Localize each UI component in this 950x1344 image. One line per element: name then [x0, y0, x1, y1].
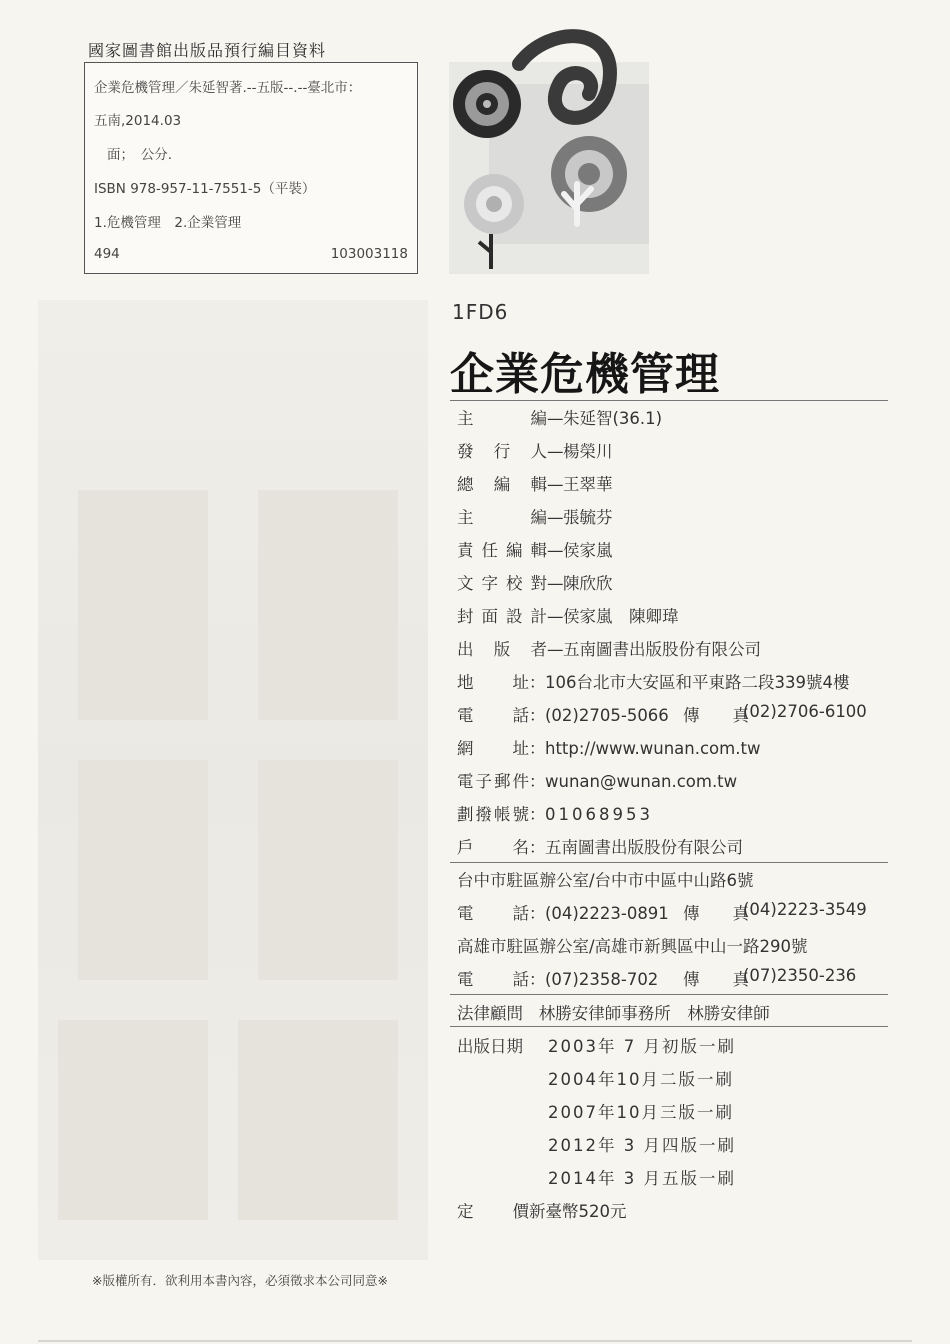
cip-record-number: 103003118	[330, 246, 408, 262]
edition-label: 出版日期	[457, 1037, 523, 1056]
credit-label: 總編輯	[457, 475, 547, 494]
book-title: 企業危機管理	[450, 349, 720, 400]
website-row: 網址：http://www.wunan.com.tw	[457, 735, 760, 759]
email-link[interactable]: wunan@wunan.com.tw	[545, 772, 738, 791]
credit-label: 文字校對	[457, 574, 547, 593]
edition-item: 2007年10月三版一刷	[548, 1103, 734, 1122]
fax-value: (02)2706-6100	[743, 702, 867, 721]
cip-line-publisher: 五南,2014.03	[94, 113, 182, 129]
taichung-office: 台中市駐區辦公室/台中市中區中山路6號	[457, 871, 754, 890]
credit-label: 出版者	[457, 640, 547, 659]
credit-managing-editor: 責任編輯—侯家嵐	[457, 537, 613, 561]
cip-line-isbn: ISBN 978-957-11-7551-5（平裝）	[94, 181, 316, 197]
copyright-notice: ※版權所有．欲利用本書內容，必須徵求本公司同意※	[92, 1273, 388, 1288]
credit-label: 責任編輯	[457, 541, 547, 560]
legal-row	[457, 1000, 770, 1024]
credit-value: 張毓芬	[563, 508, 613, 527]
bleed-through-background	[38, 300, 428, 1260]
divider	[450, 862, 888, 863]
address-row: 地址：106台北市大安區和平東路二段339號4樓	[457, 669, 850, 693]
legal-value: 林勝安律師事務所 林勝安律師	[538, 1004, 770, 1023]
phone-label: 電話	[457, 970, 529, 989]
credit-value: 侯家嵐	[563, 541, 613, 560]
credit-publisher: 出版者—五南圖書出版股份有限公司	[457, 636, 761, 660]
credit-cover-design: 封面設計—侯家嵐 陳卿瑋	[457, 603, 679, 627]
phone-value: (04)2223-0891	[545, 904, 669, 923]
phone-label: 電話	[457, 706, 529, 725]
fax-label: 傳 真	[683, 970, 749, 989]
cip-line-pages: 面； 公分.	[107, 147, 173, 163]
phone-row: 電話：(02)2705-5066 傳 真 (02)2706-6100	[457, 702, 867, 725]
email-label: 電子郵件	[457, 772, 529, 791]
credit-publisher-person: 發行人—楊榮川	[457, 438, 613, 462]
price-value: 新臺幣520元	[529, 1202, 627, 1221]
divider	[450, 400, 888, 401]
credit-editor: 主編—張毓芬	[457, 504, 613, 528]
page-edge	[38, 1340, 912, 1342]
credit-value: 侯家嵐 陳卿瑋	[563, 607, 679, 626]
website-label: 網址	[457, 739, 529, 758]
credit-label: 發行人	[457, 442, 547, 461]
edition-item: 2014年 3 月五版一刷	[548, 1169, 736, 1188]
cip-line-subjects: 1.危機管理 2.企業管理	[94, 215, 242, 231]
address-value: 106台北市大安區和平東路二段339號4樓	[545, 673, 850, 692]
legal-label: 法律顧問	[457, 1004, 523, 1023]
website-link[interactable]: http://www.wunan.com.tw	[545, 739, 761, 758]
edition-item: 2003年 7 月初版一刷	[548, 1037, 736, 1056]
credit-chief-editor: 主編—朱延智(36.1)	[457, 405, 662, 429]
holder-row: 戶名：五南圖書出版股份有限公司	[457, 834, 743, 858]
holder-label: 戶名	[457, 838, 529, 857]
cip-line-author: 企業危機管理／朱延智著.--五版--.--臺北市：	[94, 80, 362, 96]
book-code: 1FD6	[452, 300, 509, 324]
edition-item: 2012年 3 月四版一刷	[548, 1136, 736, 1155]
taichung-phone-row: 電話：(04)2223-0891 傳 真 (04)2223-3549	[457, 900, 867, 923]
account-label: 劃撥帳號	[457, 805, 529, 824]
email-row: 電子郵件：wunan@wunan.com.tw	[457, 768, 737, 792]
credit-proofreader: 文字校對—陳欣欣	[457, 570, 613, 594]
publisher-logo-illustration	[449, 24, 649, 274]
cip-heading: 國家圖書館出版品預行編目資料	[88, 41, 327, 60]
fax-label: 傳 真	[683, 904, 749, 923]
credit-label: 主編	[457, 508, 547, 527]
address-label: 地址	[457, 673, 529, 692]
holder-value: 五南圖書出版股份有限公司	[545, 838, 743, 857]
cip-record-box	[84, 62, 418, 274]
divider	[450, 994, 888, 995]
kaohsiung-phone-row: 電話：(07)2358-702 傳 真 (07)2350-236	[457, 966, 857, 989]
credit-value: 陳欣欣	[563, 574, 613, 593]
cip-class-number: 494	[94, 246, 120, 262]
credit-value: 五南圖書出版股份有限公司	[563, 640, 761, 659]
price-row	[457, 1198, 627, 1222]
phone-value: (07)2358-702	[545, 970, 659, 989]
edition-item: 2004年10月二版一刷	[548, 1070, 734, 1089]
divider	[450, 1026, 888, 1027]
credit-editor-in-chief: 總編輯—王翠華	[457, 471, 613, 495]
credit-value: 楊榮川	[563, 442, 613, 461]
phone-value: (02)2705-5066	[545, 706, 669, 725]
account-value: 01068953	[545, 805, 653, 824]
fax-value: (07)2350-236	[743, 966, 857, 985]
account-row: 劃撥帳號：01068953	[457, 801, 653, 825]
credit-value: 王翠華	[563, 475, 613, 494]
credit-value: 朱延智(36.1)	[563, 409, 663, 428]
credit-label: 主編	[457, 409, 547, 428]
fax-label: 傳 真	[683, 706, 749, 725]
kaohsiung-office: 高雄市駐區辦公室/高雄市新興區中山一路290號	[457, 937, 808, 956]
credit-label: 封面設計	[457, 607, 547, 626]
fax-value: (04)2223-3549	[743, 900, 867, 919]
price-label: 定價	[457, 1202, 529, 1221]
phone-label: 電話	[457, 904, 529, 923]
